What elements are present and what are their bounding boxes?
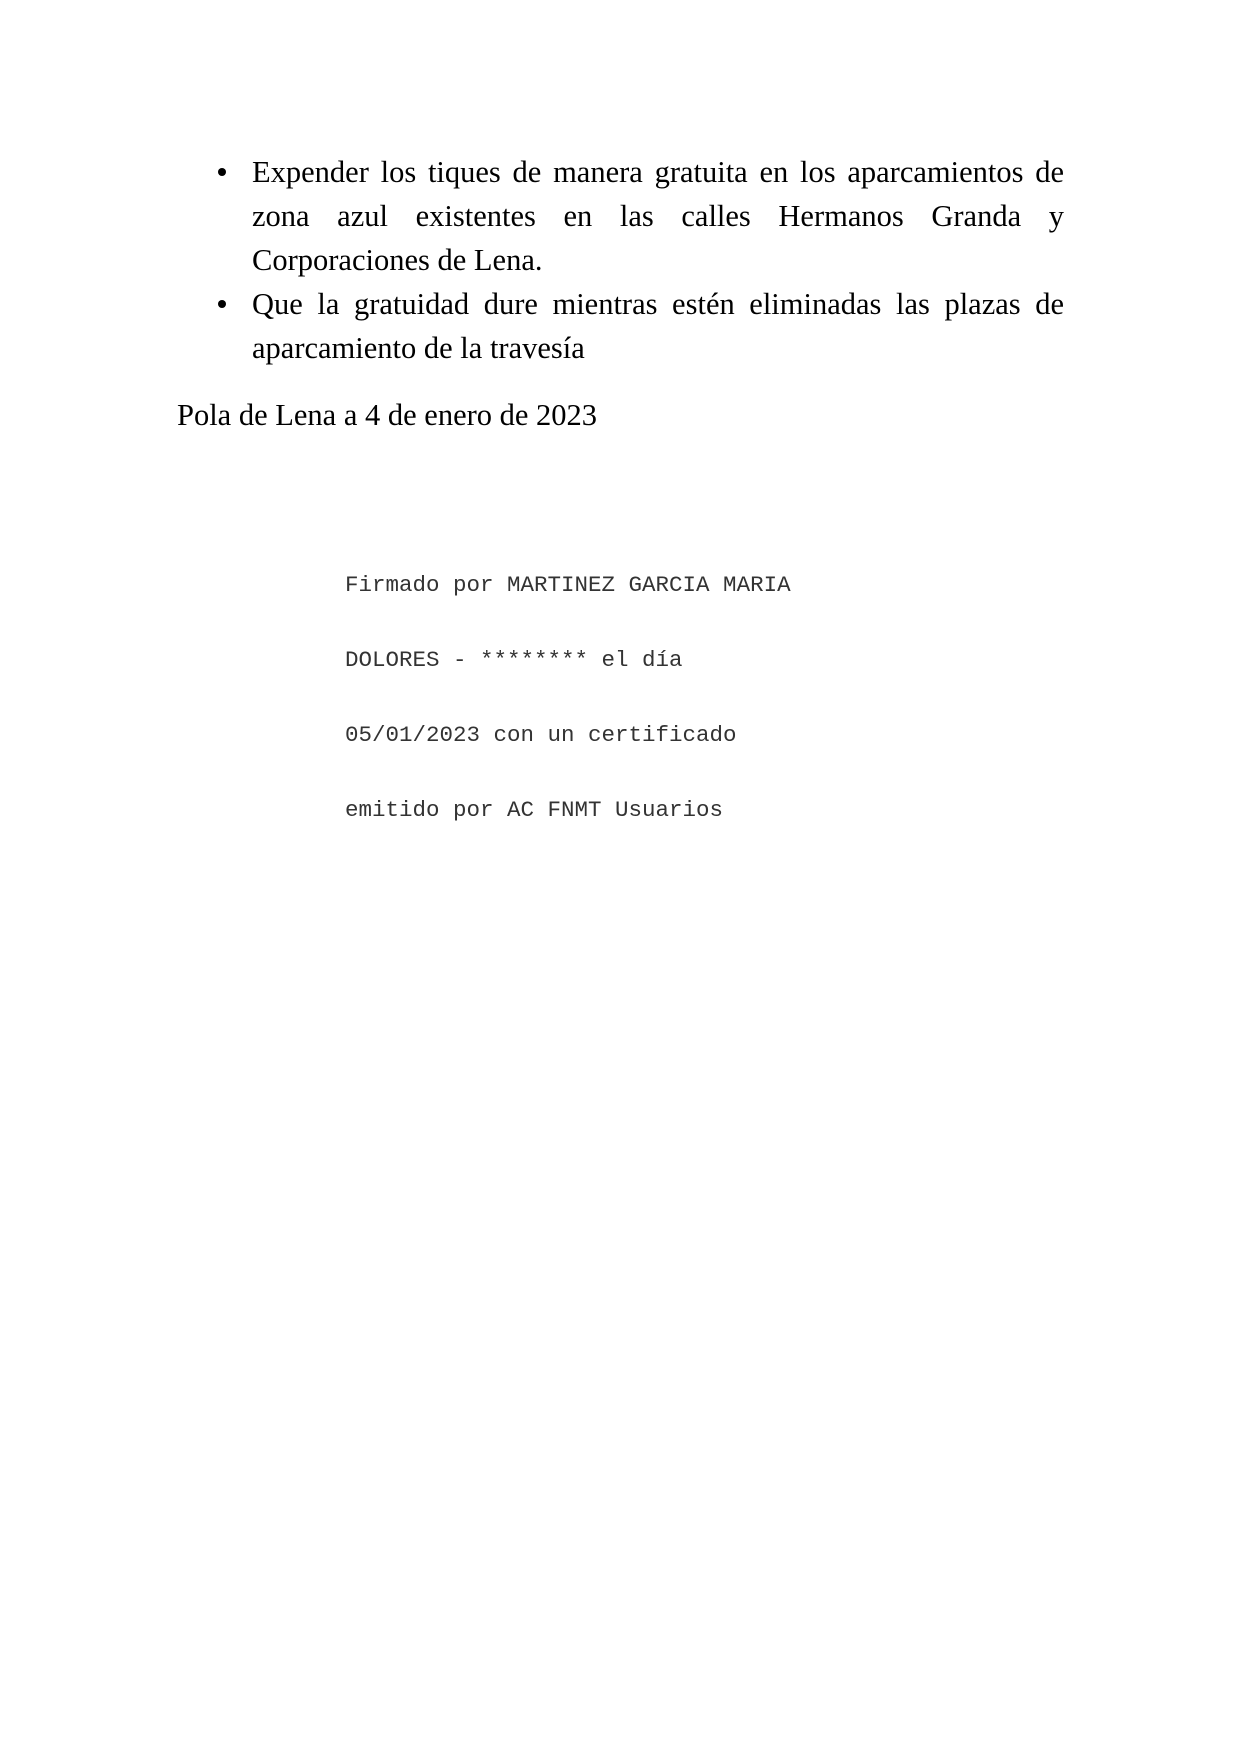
bullet-icon <box>218 168 226 176</box>
bullet-text: Expender los tiques de manera gratuita en los aparcamientos de zona azul existentes en las calles Hermanos Granda y Corporaciones de Lena. <box>252 155 1064 277</box>
bullet-text: Que la gratuidad dure mientras estén eliminadas las plazas de aparcamiento de la travesía <box>252 287 1064 365</box>
signature-line: 05/01/2023 con un certificado <box>345 722 737 748</box>
bullet-item <box>212 150 1064 282</box>
signature-line: Firmado por MARTINEZ GARCIA MARIA <box>345 572 791 598</box>
bullet-item <box>212 282 1064 370</box>
digital-signature-stamp <box>345 523 905 873</box>
bullet-list <box>212 150 1064 370</box>
place-date-line: Pola de Lena a 4 de enero de 2023 <box>177 398 598 432</box>
bullet-icon <box>218 300 226 308</box>
signature-line: emitido por AC FNMT Usuarios <box>345 797 724 823</box>
signature-line: DOLORES - ******** el día <box>345 647 683 673</box>
